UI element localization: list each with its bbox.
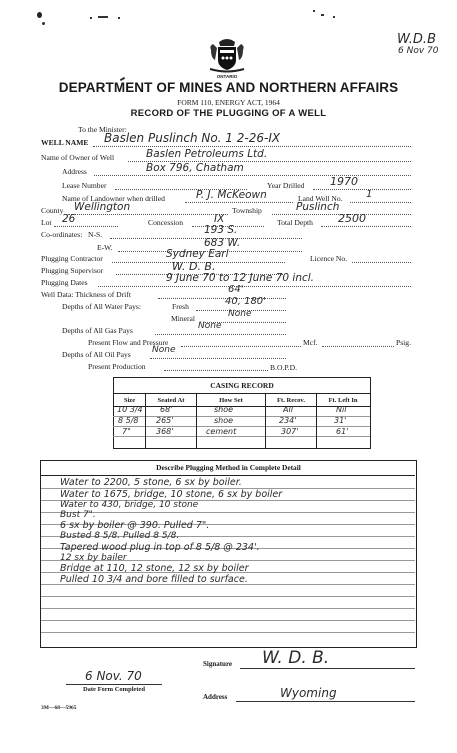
plugging-dates-label: Plugging Dates bbox=[41, 278, 88, 287]
well-name-value: Baslen Puslinch No. 1 2-26-IX bbox=[104, 131, 281, 145]
casing-col-seated-at: Seated At bbox=[157, 397, 185, 404]
casing-cell: 234' bbox=[279, 416, 297, 425]
gas-pays-value: None bbox=[198, 321, 222, 331]
oil-pays-label: Depths of All Oil Pays bbox=[62, 350, 131, 359]
land-well-no-value: 1 bbox=[366, 189, 373, 200]
mineral-label: Mineral bbox=[171, 314, 196, 323]
year-drilled-label: Year Drilled bbox=[267, 181, 305, 190]
owner-value: Baslen Petroleums Ltd. bbox=[146, 148, 268, 160]
scan-speck bbox=[118, 17, 120, 19]
scan-speck bbox=[321, 14, 324, 16]
signature-value: W. D. B. bbox=[262, 648, 330, 668]
plugging-line: 12 sx by bailer bbox=[60, 553, 127, 563]
township-value: Puslinch bbox=[296, 201, 340, 213]
scan-speck bbox=[90, 17, 92, 19]
form-number: 3M—68—5965 bbox=[41, 705, 77, 711]
casing-cell: 8 5/8 bbox=[118, 416, 139, 425]
casing-record-title: CASING RECORD bbox=[210, 381, 274, 390]
plugging-supervisor-value: W. D. B. bbox=[172, 260, 216, 273]
plugging-line: Busted 8 5/8. Pulled 8 5/8. bbox=[60, 531, 180, 541]
department-heading: DEPARTMENT OF MINES AND NORTHERN AFFAIRS bbox=[58, 80, 399, 95]
land-well-no-label: Land Well No. bbox=[298, 194, 343, 203]
ns-label: N-S. bbox=[88, 230, 103, 239]
gas-pays-label: Depths of All Gas Pays bbox=[62, 326, 133, 335]
total-depth-label: Total Depth bbox=[277, 218, 313, 227]
flow-pressure-label: Present Flow and Pressure bbox=[88, 338, 169, 347]
ew-value: 683 W. bbox=[204, 237, 241, 249]
casing-cell: 7" bbox=[122, 427, 131, 436]
plugging-method-title: Describe Plugging Method in Complete Detail bbox=[156, 463, 301, 472]
scan-speck bbox=[313, 10, 315, 12]
concession-value: IX bbox=[214, 213, 225, 225]
lease-number-label: Lease Number bbox=[62, 181, 107, 190]
casing-cell: Nil bbox=[336, 405, 347, 414]
to-minister-label: To the Minister: bbox=[78, 125, 127, 134]
address-value: Box 796, Chatham bbox=[146, 162, 244, 174]
scan-speck bbox=[37, 12, 42, 18]
lot-value: 26 bbox=[62, 213, 76, 225]
bopd-label: B.O.P.D. bbox=[270, 363, 298, 372]
plugging-dates-value: 9 June 70 to 12 June 70 incl. bbox=[166, 272, 314, 284]
footer-address-label: Address bbox=[203, 693, 228, 701]
fresh-label: Fresh bbox=[172, 302, 189, 311]
plugging-contractor-value: Sydney Earl bbox=[166, 248, 229, 260]
casing-col-how-set: How Set bbox=[219, 397, 243, 404]
county-label: County bbox=[41, 206, 64, 215]
casing-cell: 10 3/4 bbox=[117, 405, 143, 414]
casing-cell: All bbox=[283, 405, 293, 414]
address-label: Address bbox=[62, 167, 87, 176]
casing-col-size: Size bbox=[123, 397, 136, 404]
county-value: Wellington bbox=[74, 201, 131, 213]
licence-no-label: Licence No. bbox=[310, 254, 348, 263]
oil-pays-value: None bbox=[152, 345, 176, 355]
scan-speck bbox=[98, 16, 108, 18]
landowner-label: Name of Landowner when drilled bbox=[62, 194, 165, 203]
water-pays-label: Depths of All Water Pays: bbox=[62, 302, 141, 311]
casing-cell: 68' bbox=[160, 405, 173, 414]
township-label: Township bbox=[232, 206, 262, 215]
psig-label: Psig. bbox=[396, 338, 411, 347]
plugging-line: Water to 430, bridge, 10 stone bbox=[60, 500, 199, 510]
owner-label: Name of Owner of Well bbox=[41, 153, 115, 162]
plugging-line: Water to 1675, bridge, 10 stone, 6 sx by boiler bbox=[60, 489, 283, 500]
footer-address-value: Wyoming bbox=[280, 686, 337, 700]
casing-cell: 265' bbox=[156, 416, 174, 425]
plugging-line: Bust 7". bbox=[60, 510, 96, 520]
date-completed-value: 6 Nov. 70 bbox=[85, 669, 142, 683]
plugging-line: Water to 2200, 5 stone, 6 sx by boiler. bbox=[60, 477, 242, 488]
corner-note-initials: W.D.B bbox=[397, 32, 436, 47]
plugging-line: Pulled 10 3/4 and bore filled to surface. bbox=[60, 574, 248, 585]
ns-value: 193 S. bbox=[204, 224, 238, 236]
ew-label: E-W. bbox=[97, 243, 113, 252]
ontario-crest-icon bbox=[205, 36, 249, 74]
concession-label: Concession bbox=[148, 218, 184, 227]
plugging-line: Bridge at 110, 12 stone, 12 sx by boiler bbox=[60, 563, 249, 574]
date-completed-label: Date Form Completed bbox=[82, 686, 146, 693]
casing-cell: cement bbox=[206, 427, 237, 436]
plugging-supervisor-label: Plugging Supervisor bbox=[41, 266, 104, 275]
well-name-label: WELL NAME bbox=[41, 138, 89, 147]
scan-speck bbox=[42, 22, 45, 25]
casing-cell: shoe bbox=[214, 416, 234, 425]
crest-caption: ONTARIO bbox=[216, 74, 238, 79]
lot-label: Lot bbox=[41, 218, 52, 227]
drift-value: 64' bbox=[228, 284, 244, 295]
casing-cell: 61' bbox=[336, 427, 349, 436]
form-reference: FORM 110, ENERGY ACT, 1964 bbox=[177, 98, 280, 107]
casing-cell: 307' bbox=[281, 427, 299, 436]
coordinates-label: Co-ordinates: bbox=[41, 230, 83, 239]
signature-label: Signature bbox=[203, 660, 233, 668]
plugging-line: Tapered wood plug in top of 8 5/8 @ 234'. bbox=[60, 542, 260, 553]
casing-cell: shoe bbox=[214, 405, 234, 414]
drift-label: Well Data: Thickness of Drift bbox=[41, 290, 131, 299]
mcf-label: Mcf. bbox=[303, 338, 318, 347]
casing-col-ft-left-in: Ft. Left In bbox=[328, 397, 358, 404]
casing-cell: 368' bbox=[156, 427, 174, 436]
casing-cell: 31' bbox=[334, 416, 347, 425]
casing-col-ft-recov: Ft. Recov. bbox=[276, 397, 305, 404]
landowner-value: P. J. McKeown bbox=[196, 189, 267, 201]
corner-note-date: 6 Nov 70 bbox=[398, 46, 439, 56]
present-production-label: Present Production bbox=[88, 362, 146, 371]
fresh-water-value: 40, 180' bbox=[225, 296, 266, 307]
mineral-value: None bbox=[228, 309, 252, 319]
plugging-line: 6 sx by boiler @ 390. Pulled 7". bbox=[60, 520, 210, 531]
scan-speck bbox=[333, 16, 335, 18]
form-title: RECORD OF THE PLUGGING OF A WELL bbox=[130, 108, 327, 119]
total-depth-value: 2500 bbox=[338, 212, 366, 225]
plugging-contractor-label: Plugging Contractor bbox=[41, 254, 103, 263]
year-drilled-value: 1970 bbox=[330, 175, 358, 188]
